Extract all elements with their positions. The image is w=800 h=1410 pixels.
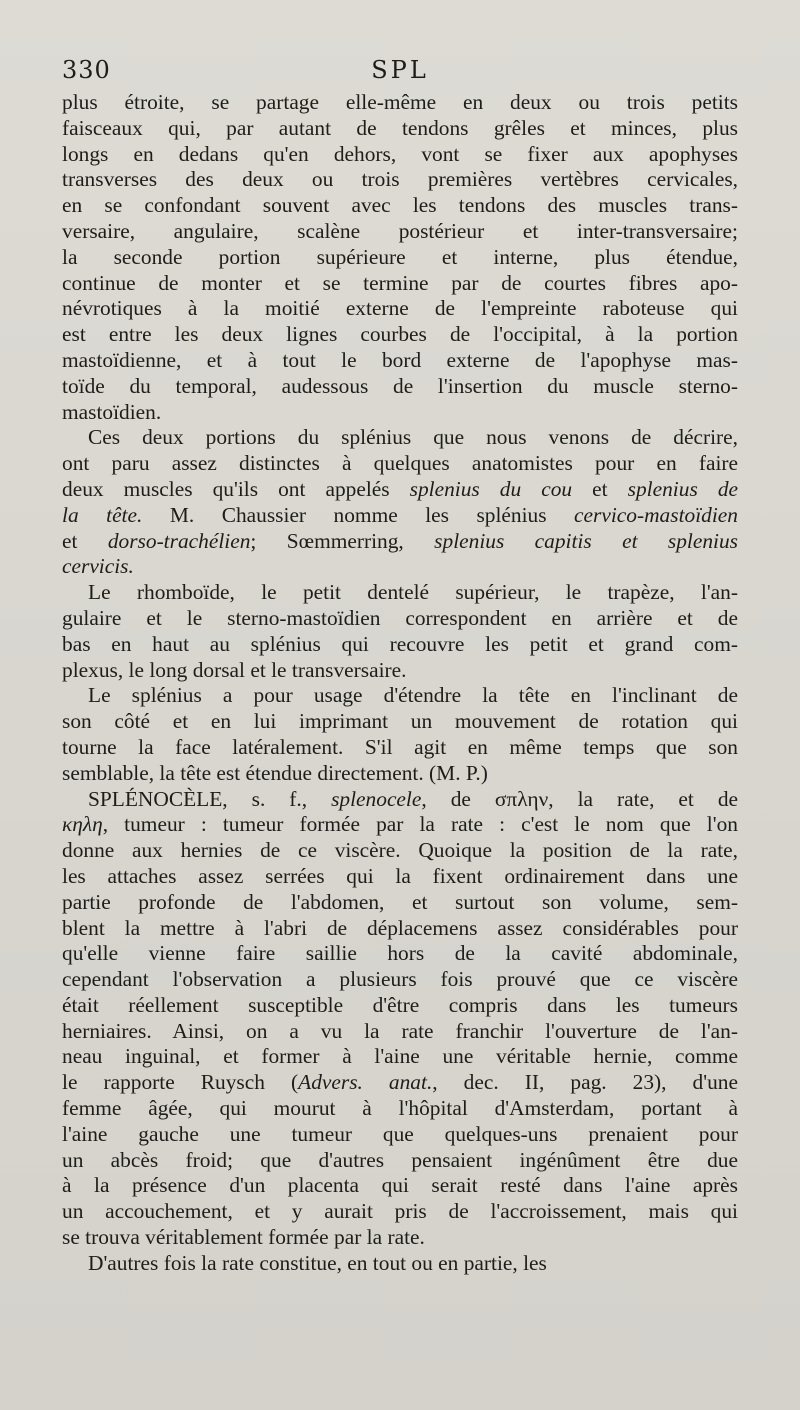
- text-line: [62, 503, 738, 529]
- italic-text: splenius du cou: [409, 476, 573, 501]
- text-segment: et: [572, 476, 628, 501]
- text-segment: SPLÉNOCÈLE, s. f.,: [88, 786, 332, 811]
- text-line: [62, 1148, 738, 1174]
- text-line: [62, 116, 738, 142]
- text-line: [62, 735, 738, 761]
- italic-text: splenocele: [331, 786, 422, 811]
- text-segment: deux muscles qu'ils ont appelés: [62, 476, 410, 501]
- text-line: [62, 374, 738, 400]
- text-segment: un accouchement, et y aurait pris de l'accroissement, mais qui: [62, 1199, 738, 1224]
- text-line: [62, 451, 738, 477]
- text-line: [62, 838, 738, 864]
- text-line: [62, 245, 738, 271]
- text-segment: est entre les deux lignes courbes de l'occipital, à la portion: [62, 322, 738, 347]
- text-segment: semblable, la tête est étendue directement. (M. P.): [62, 760, 488, 785]
- italic-text: la tête.: [62, 502, 143, 527]
- text-segment: mastoïdienne, et à tout le bord externe de l'apophyse mas-: [62, 347, 738, 372]
- text-segment: gulaire et le sterno-mastoïdien correspondent en arrière et de: [62, 605, 738, 630]
- italic-text: Advers. anat.: [298, 1070, 433, 1095]
- text-segment: , dec. II, pag. 23), d'une: [432, 1070, 738, 1095]
- text-line: [62, 1019, 738, 1045]
- running-head: SPL: [371, 56, 429, 84]
- text-segment: , de σπλην, la rate, et de: [421, 786, 738, 811]
- text-segment: M. Chaussier nomme les splénius: [142, 502, 575, 527]
- text-line: [62, 658, 738, 684]
- text-segment: bas en haut au splénius qui recouvre les petit et grand com-: [62, 631, 738, 656]
- text-segment: neau inguinal, et former à l'aine une véritable hernie, comme: [62, 1044, 738, 1069]
- text-segment: cependant l'observation a plusieurs fois prouvé que ce viscère: [62, 967, 738, 992]
- italic-text: splenius de: [627, 476, 738, 501]
- text-line: [62, 400, 738, 426]
- text-segment: versaire, angulaire, scalène postérieur et inter-transversaire;: [62, 218, 738, 243]
- text-line: [62, 142, 738, 168]
- text-segment: l'aine gauche une tumeur que quelques-uns prenaient pour: [62, 1121, 738, 1146]
- text-line: [62, 787, 738, 813]
- text-segment: femme âgée, qui mourut à l'hôpital d'Amsterdam, portant à: [62, 1096, 738, 1121]
- text-line: [62, 967, 738, 993]
- text-segment: la seconde portion supérieure et interne, plus étendue,: [62, 244, 738, 269]
- text-segment: et: [62, 528, 108, 553]
- text-line: [62, 296, 738, 322]
- text-line: [62, 632, 738, 658]
- text-line: [62, 1044, 738, 1070]
- text-segment: plus étroite, se partage elle-même en deux ou trois petits: [62, 90, 738, 114]
- text-line: [62, 554, 738, 580]
- text-segment: se trouva véritablement formée par la rate.: [62, 1225, 425, 1250]
- text-line: [62, 1070, 738, 1096]
- text-line: [62, 761, 738, 787]
- text-line: [62, 890, 738, 916]
- text-line: [62, 271, 738, 297]
- text-line: [62, 90, 738, 116]
- text-segment: ; Sœmmerring,: [250, 528, 435, 553]
- text-segment: faisceaux qui, par autant de tendons grêles et minces, plus: [62, 115, 738, 140]
- body-text: [62, 90, 738, 1277]
- text-line: [62, 322, 738, 348]
- text-segment: qu'elle vienne faire saillie hors de la cavité abdominale,: [62, 941, 738, 966]
- text-line: [62, 193, 738, 219]
- italic-text: dorso-trachélien: [107, 528, 251, 553]
- text-segment: à la présence d'un placenta qui serait resté dans l'aine après: [62, 1173, 738, 1198]
- text-segment: herniaires. Ainsi, on a vu la rate franchir l'ouverture de l'an-: [62, 1018, 738, 1043]
- text-segment: Le rhomboïde, le petit dentelé supérieur, le trapèze, l'an-: [88, 580, 738, 605]
- text-segment: Ces deux portions du splénius que nous venons de décrire,: [88, 425, 738, 450]
- text-segment: Le splénius a pour usage d'étendre la tête en l'inclinant de: [88, 683, 738, 708]
- text-line: [62, 219, 738, 245]
- text-line: [62, 812, 738, 838]
- text-segment: blent la mettre à l'abri de déplacemens assez considérables pour: [62, 915, 738, 940]
- text-line: [62, 529, 738, 555]
- text-line: [62, 425, 738, 451]
- text-line: [62, 348, 738, 374]
- text-line: [62, 683, 738, 709]
- text-line: [62, 1122, 738, 1148]
- text-line: [62, 606, 738, 632]
- text-line: [62, 477, 738, 503]
- text-segment: longs en dedans qu'en dehors, vont se fixer aux apophyses: [62, 141, 738, 166]
- text-segment: le rapporte Ruysch (: [62, 1070, 299, 1095]
- text-line: [62, 864, 738, 890]
- text-segment: D'autres fois la rate constitue, en tout ou en partie, les: [88, 1250, 547, 1275]
- text-segment: en se confondant souvent avec les tendons des muscles trans-: [62, 193, 738, 218]
- text-segment: donne aux hernies de ce viscère. Quoique la position de la rate,: [62, 838, 738, 863]
- italic-text: cervico-mastoïdien: [574, 502, 738, 527]
- text-segment: continue de monter et se termine par de courtes fibres apo-: [62, 270, 738, 295]
- text-line: [62, 1225, 738, 1251]
- text-segment: les attaches assez serrées qui la fixent ordinairement dans une: [62, 863, 738, 888]
- italic-text: cervicis.: [62, 554, 134, 579]
- text-line: [62, 580, 738, 606]
- text-line: [62, 1096, 738, 1122]
- text-segment: mastoïdien.: [62, 399, 162, 424]
- text-segment: transverses des deux ou trois premières vertèbres cervicales,: [62, 167, 738, 192]
- text-line: [62, 1199, 738, 1225]
- text-line: [62, 916, 738, 942]
- page-number: 330: [62, 56, 111, 84]
- text-segment: partie profonde de l'abdomen, et surtout son volume, sem-: [62, 889, 738, 914]
- text-segment: son côté et en lui imprimant un mouvement de rotation qui: [62, 709, 738, 734]
- text-line: [62, 167, 738, 193]
- italic-text: splenius capitis et splenius: [434, 528, 738, 553]
- text-segment: tourne la face latéralement. S'il agit en même temps que son: [62, 734, 738, 759]
- italic-text: κηλη: [62, 812, 103, 837]
- text-line: [62, 941, 738, 967]
- text-segment: était réellement susceptible d'être compris dans les tumeurs: [62, 992, 738, 1017]
- text-segment: ont paru assez distinctes à quelques anatomistes pour en faire: [62, 451, 738, 476]
- text-line: [62, 1251, 738, 1277]
- text-line: [62, 993, 738, 1019]
- text-segment: névrotiques à la moitié externe de l'empreinte raboteuse qui: [62, 296, 738, 321]
- text-line: [62, 1173, 738, 1199]
- text-segment: un abcès froid; que d'autres pensaient ingénûment être due: [62, 1147, 738, 1172]
- text-segment: toïde du temporal, audessous de l'insertion du muscle sterno-: [62, 373, 738, 398]
- text-line: [62, 709, 738, 735]
- text-segment: plexus, le long dorsal et le transversaire.: [62, 657, 407, 682]
- text-segment: , tumeur : tumeur formée par la rate : c'est le nom que l'on: [102, 812, 738, 837]
